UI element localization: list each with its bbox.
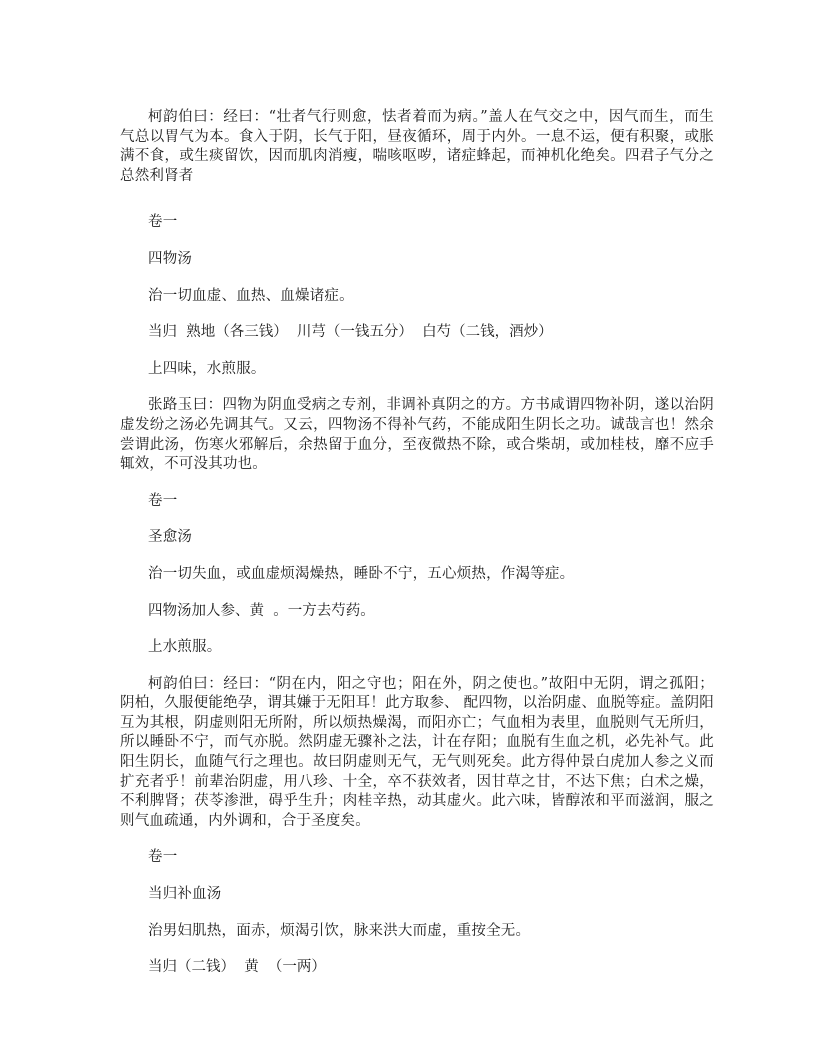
formula-title: 当归补血汤 [148,886,222,903]
commentary-paragraph: 柯韵伯曰：经曰：“壮者气行则愈，怯者着而为病。”盖人在气交之中，因气而生，而生气总以胃气为本。食入于阴，长气于阳，昼夜循环，周于内外。一息不运，便有积聚，或胀满不食，或生痰留饮，因而肌肉消瘦，喘咳呕哕，诸症蜂起，而神机化绝矣。四君子气分之总然利肾者 [120,109,714,184]
commentary-paragraph: 张路玉曰：四物为阴血受病之专剂，非调补真阴之的方。方书咸谓四物补阴，遂以治阴虚发纷之汤必先调其气。又云，四物汤不得补气药，不能成阳生阴长之功。诚哉言也！然余尝谓此汤，伤寒火邪解后，余热留于血分，至夜微热不除，或合柴胡，或加桂枝，靡不应手辄效，不可没其功也。 [120,397,714,473]
formula-title: 四物汤 [148,250,193,267]
formula-title: 圣愈汤 [148,529,193,546]
volume-heading: 卷一 [148,492,178,509]
indication-text: 治一切失血，或血虚烦渴燥热，睡卧不宁，五心烦热，作渴等症。 [148,565,575,582]
volume-heading: 卷一 [148,214,178,231]
commentary-paragraph: 柯韵伯曰：经曰：“阴在内，阳之守也；阳在外，阴之使也。”故阳中无阴，谓之孤阳；阴柏，久服便能绝孕，谓其嫌于无阳耳！此方取参、 配四物，以治阴虚、血脱等症。盖阴阳互为其根，阴虚则阳无所附，所以烦热燥渴，而阳亦亡；气血相为表里，血脱则气无所归，所以睡卧不宁，而气亦脱。然阴虚无骤补之法，计在存阳；血脱有生血之机，必先补气。此阳生阴长，血随气行之理也。故曰阴虚则无气，无气则死矣。此方得仲景白虎加人参之义而扩充者乎！前辈治阴虚，用八珍、十全，卒不获效者，因甘草之甘，不达下焦；白术之燥，不利脾肾；茯苓渗泄，碍乎生升；肉桂辛热，动其虚火。此六味，皆醇浓和平而滋润，服之则气血疏通，内外调和，合于圣度矣。 [120,675,714,829]
volume-heading: 卷一 [148,849,178,866]
preparation-text: 上水煎服。 [148,639,222,656]
indication-text: 治一切血虚、血热、血燥诸症。 [148,287,354,304]
ingredients-line: 当归 熟地（各三钱） 川芎（一钱五分） 白芍（二钱，酒炒） [148,324,553,341]
ingredients-line: 当归（二钱） 黄 （一两） [148,959,326,976]
preparation-text: 上四味，水煎服。 [148,360,266,377]
document-page [120,108,714,995]
ingredients-line: 四物汤加人参、黄 。一方去芍药。 [148,602,375,619]
indication-text: 治男妇肌热，面赤，烦渴引饮，脉来洪大而虚，重按全无。 [148,922,531,939]
